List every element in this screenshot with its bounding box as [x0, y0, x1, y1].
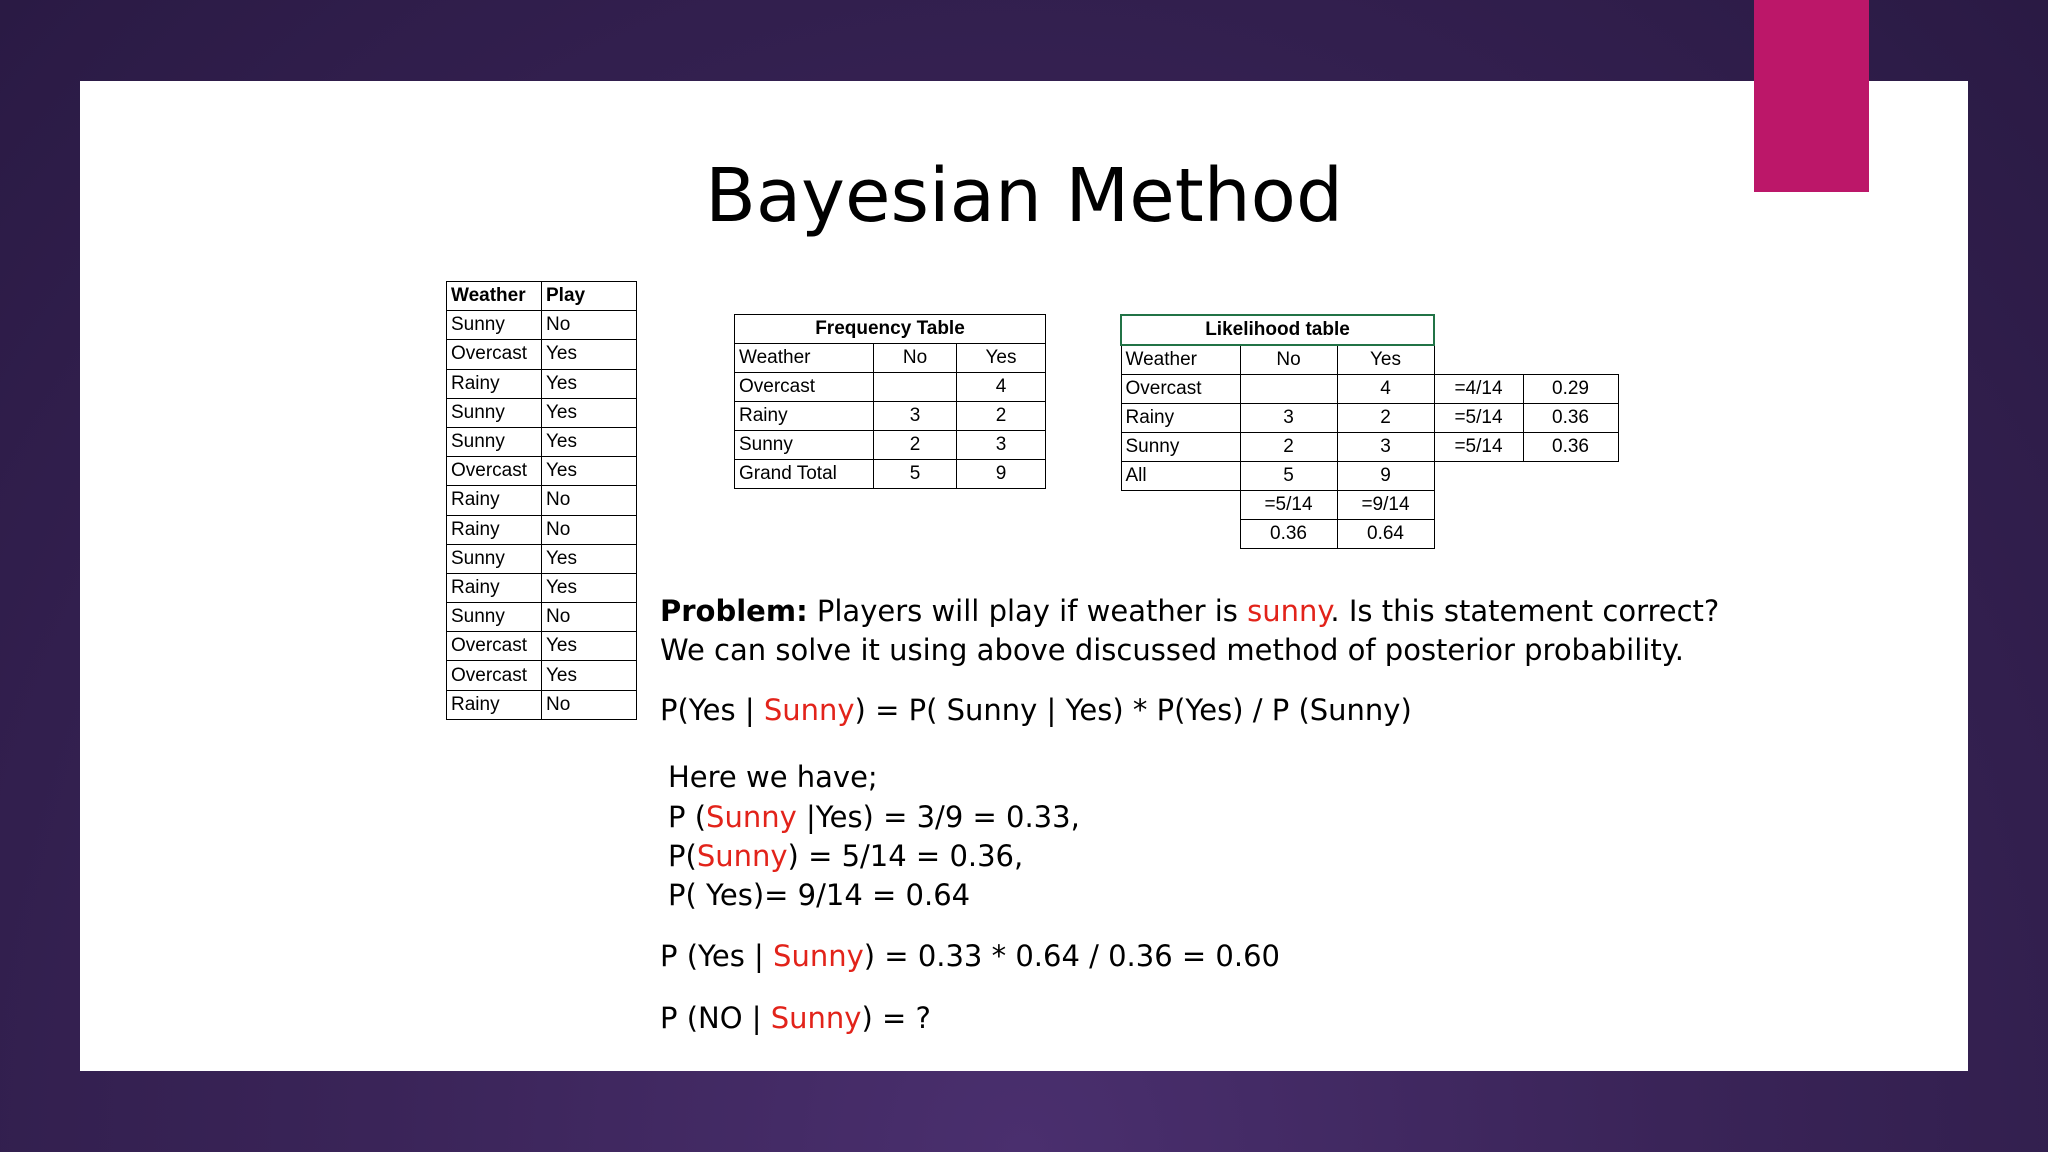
table-row — [735, 460, 1046, 489]
table-cell: 3 — [1240, 404, 1337, 433]
frequency-table — [734, 314, 1046, 489]
table-cell: Yes — [542, 661, 637, 690]
table-title-row — [1121, 315, 1618, 345]
blank-cell — [1434, 315, 1523, 345]
table-cell: Overcast — [447, 340, 542, 369]
blank-cell — [1523, 345, 1618, 375]
blank-cell — [1523, 462, 1618, 491]
table-cell: 2 — [1337, 404, 1434, 433]
blank-cell — [1121, 520, 1240, 549]
formula-text: P(Yes | — [660, 693, 764, 727]
blank-cell — [1523, 491, 1618, 520]
table-cell: 2 — [874, 431, 957, 460]
table-cell: Yes — [542, 573, 637, 602]
table-cell: 0.36 — [1240, 520, 1337, 549]
table-cell: Overcast — [447, 661, 542, 690]
blank-cell — [1121, 491, 1240, 520]
header-cell: Yes — [1337, 345, 1434, 375]
table-cell: =5/14 — [1240, 491, 1337, 520]
header-cell: Weather — [447, 282, 542, 311]
table-row — [447, 573, 637, 602]
table-cell: Rainy — [447, 486, 542, 515]
table-cell: Yes — [542, 632, 637, 661]
problem-text: Players will play if weather is — [807, 594, 1248, 628]
header-cell: Play — [542, 282, 637, 311]
bayes-formula — [660, 691, 1412, 730]
table-cell: Overcast — [447, 632, 542, 661]
table-row — [447, 486, 637, 515]
blank-cell — [1434, 520, 1523, 549]
blank-cell — [1434, 345, 1523, 375]
table-row — [447, 311, 637, 340]
table-row — [1121, 491, 1618, 520]
table-cell: Yes — [542, 398, 637, 427]
sunny-highlight: Sunny — [763, 693, 855, 727]
table-cell: 3 — [957, 431, 1046, 460]
equation-text: P (NO | — [660, 1001, 771, 1035]
table-cell: No — [542, 515, 637, 544]
table-header-row — [1121, 345, 1618, 375]
table-cell: 3 — [1337, 433, 1434, 462]
sunny-highlight: Sunny — [706, 800, 797, 834]
table-cell: Sunny — [447, 544, 542, 573]
table-cell: No — [542, 486, 637, 515]
equation-text: |Yes) = 3/9 = 0.33, — [796, 800, 1080, 834]
table-cell: 2 — [1240, 433, 1337, 462]
table-row — [447, 661, 637, 690]
table-cell: 4 — [957, 373, 1046, 402]
table-cell: =5/14 — [1434, 433, 1523, 462]
table-cell: 4 — [1337, 375, 1434, 404]
table-cell: Sunny — [1121, 433, 1240, 462]
table-cell: No — [542, 690, 637, 719]
method-line: We can solve it using above discussed method of posterior probability. — [660, 633, 1684, 667]
sunny-highlight: sunny — [1247, 594, 1331, 628]
table-cell: Rainy — [447, 369, 542, 398]
equation-text: P (Yes | — [660, 939, 774, 973]
slide-title: Bayesian Method — [705, 153, 1343, 239]
problem-label: Problem: — [660, 594, 808, 628]
question-no-given-sunny — [660, 999, 931, 1038]
table-cell: 2 — [957, 402, 1046, 431]
table-header-row — [447, 282, 637, 311]
table-row — [447, 457, 637, 486]
table-cell: No — [542, 603, 637, 632]
table-cell: Yes — [542, 340, 637, 369]
table-row — [1121, 462, 1618, 491]
formula-text: ) = P( Sunny | Yes) * P(Yes) / P (Sunny) — [854, 693, 1412, 727]
problem-text: . Is this statement correct? — [1330, 594, 1720, 628]
table-row — [1121, 520, 1618, 549]
table-row — [447, 632, 637, 661]
table-cell: 9 — [1337, 462, 1434, 491]
sunny-highlight: Sunny — [696, 839, 788, 873]
table-row — [447, 398, 637, 427]
table-cell: Sunny — [735, 431, 874, 460]
table-cell: Yes — [542, 369, 637, 398]
table-cell: Yes — [542, 457, 637, 486]
table-cell: Sunny — [447, 311, 542, 340]
header-cell: No — [874, 344, 957, 373]
equation-text: P( — [668, 839, 697, 873]
equation-text: P ( — [668, 800, 707, 834]
table-cell: =4/14 — [1434, 375, 1523, 404]
table-row — [1121, 433, 1618, 462]
result-yes-given-sunny — [660, 937, 1280, 976]
blank-cell — [1434, 462, 1523, 491]
equation-text: ) = ? — [861, 1001, 931, 1035]
table-cell: Yes — [542, 427, 637, 456]
raw-data-table — [446, 281, 637, 720]
table-cell: 0.36 — [1523, 404, 1618, 433]
table-title-row — [735, 315, 1046, 344]
table-cell: Rainy — [735, 402, 874, 431]
table-cell: Sunny — [447, 427, 542, 456]
table-cell: Sunny — [447, 603, 542, 632]
here-we-have: Here we have; — [668, 760, 878, 794]
table-cell: 9 — [957, 460, 1046, 489]
table-cell: Sunny — [447, 398, 542, 427]
table-cell: Overcast — [1121, 375, 1240, 404]
header-cell: Weather — [1121, 345, 1240, 375]
table-cell: 0.36 — [1523, 433, 1618, 462]
header-cell: Yes — [957, 344, 1046, 373]
table-cell: All — [1121, 462, 1240, 491]
table-cell: 0.64 — [1337, 520, 1434, 549]
table-cell — [1240, 375, 1337, 404]
table-row — [1121, 404, 1618, 433]
table-cell: Rainy — [447, 515, 542, 544]
table-cell: Grand Total — [735, 460, 874, 489]
sunny-highlight: Sunny — [773, 939, 864, 973]
table-cell — [874, 373, 957, 402]
table-cell: Rainy — [1121, 404, 1240, 433]
equation-text: ) = 0.33 * 0.64 / 0.36 = 0.60 — [863, 939, 1280, 973]
p-sunny-given-yes — [668, 798, 1080, 837]
header-cell: No — [1240, 345, 1337, 375]
p-sunny — [668, 837, 1023, 876]
table-cell: =9/14 — [1337, 491, 1434, 520]
table-row — [735, 431, 1046, 460]
header-cell: Weather — [735, 344, 874, 373]
table-cell: 5 — [874, 460, 957, 489]
table-cell: 5 — [1240, 462, 1337, 491]
blank-cell — [1523, 315, 1618, 345]
table-row — [735, 373, 1046, 402]
blank-cell — [1523, 520, 1618, 549]
table-row — [735, 402, 1046, 431]
table-row — [447, 515, 637, 544]
likelihood-table — [1120, 314, 1619, 549]
table-cell: Overcast — [447, 457, 542, 486]
table-cell: Yes — [542, 544, 637, 573]
table-title: Likelihood table — [1121, 315, 1434, 345]
table-cell: 3 — [874, 402, 957, 431]
table-cell: Rainy — [447, 690, 542, 719]
table-row — [447, 427, 637, 456]
table-title: Frequency Table — [735, 315, 1046, 344]
problem-statement — [660, 592, 1719, 631]
table-row — [1121, 375, 1618, 404]
blank-cell — [1434, 491, 1523, 520]
table-cell: Overcast — [735, 373, 874, 402]
table-row — [447, 544, 637, 573]
sunny-highlight: Sunny — [770, 1001, 862, 1035]
equation-text: ) = 5/14 = 0.36, — [787, 839, 1024, 873]
table-row — [447, 690, 637, 719]
table-cell: 0.29 — [1523, 375, 1618, 404]
table-header-row — [735, 344, 1046, 373]
table-row — [447, 340, 637, 369]
table-cell: No — [542, 311, 637, 340]
table-row — [447, 603, 637, 632]
table-cell: Rainy — [447, 573, 542, 602]
table-cell: =5/14 — [1434, 404, 1523, 433]
p-yes: P( Yes)= 9/14 = 0.64 — [668, 878, 971, 912]
table-row — [447, 369, 637, 398]
